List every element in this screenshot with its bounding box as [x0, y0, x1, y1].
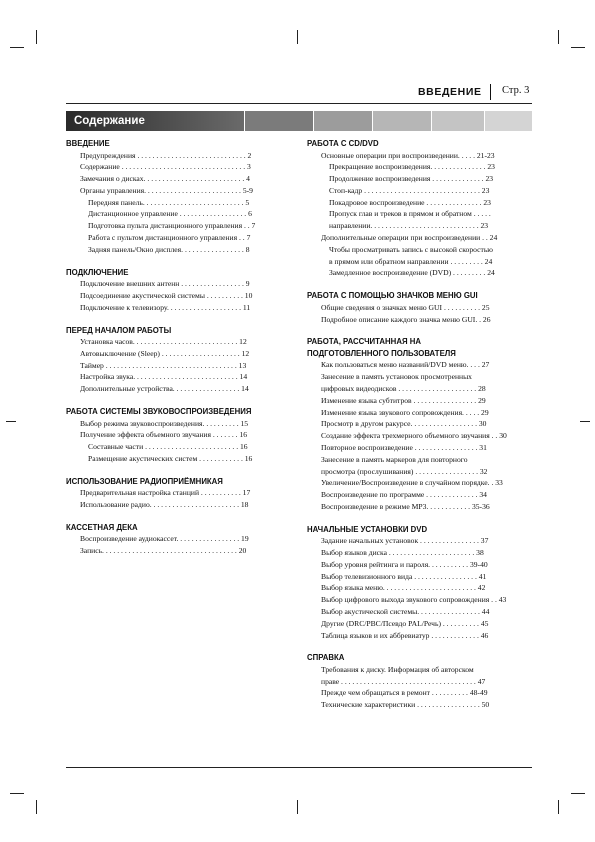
toc-entry[interactable]: Выбор цифрового выхода звукового сопровождения . . 43 [321, 595, 507, 605]
bottom-rule [66, 767, 532, 768]
toc-entry[interactable]: Покадровое воспроизведение . . . . . . . . . . . . . . . 23 [329, 197, 491, 207]
top-rule [66, 103, 532, 104]
toc-section-heading: ВВЕДЕНИЕ [66, 139, 110, 148]
contents-banner [66, 111, 532, 131]
toc-entry[interactable]: Получение эффекта объемного звучания . . . . . . . 16 [80, 430, 248, 440]
toc-entry[interactable]: Создание эффекта трехмерного объемного звучания . . 30 [321, 431, 507, 441]
crop-mark [6, 421, 16, 422]
toc-entry[interactable]: Технические характеристики . . . . . . . . . . . . . . . . . 50 [321, 700, 490, 710]
toc-entry[interactable]: Предупреждения . . . . . . . . . . . . . . . . . . . . . . . . . . . . . 2 [80, 150, 252, 160]
toc-entry[interactable]: Настройка звука. . . . . . . . . . . . . . . . . . . . . . . . . . . . 14 [80, 372, 248, 382]
toc-entry[interactable]: Другие (DRC/PBC/Псевдо PAL/Речь) . . . . . . . . . . 45 [321, 618, 489, 628]
toc-entry[interactable]: Предварительная настройка станций . . . . . . . . . . . 17 [80, 488, 251, 498]
toc-entry[interactable]: Задняя панель/Окно дисплея. . . . . . . . . . . . . . . . . 8 [88, 244, 250, 254]
toc-entry[interactable]: Стоп-кадр . . . . . . . . . . . . . . . . . . . . . . . . . . . . . . . 23 [329, 185, 490, 195]
toc-section-heading: РАБОТА СИСТЕМЫ ЗВУКОВОСПРОИЗВЕДЕНИЯ [66, 407, 252, 417]
toc-section-heading: РАБОТА С ПОМОЩЬЮ ЗНАЧКОВ МЕНЮ GUI [307, 291, 478, 301]
toc-entry[interactable]: Выбор режима звуковоспроизведения. . . . . . . . . . 15 [80, 418, 249, 428]
toc-entry[interactable]: Выбор телевизионного вида . . . . . . . . . . . . . . . . . 41 [321, 571, 487, 581]
toc-entry[interactable]: Подготовка пульта дистанционного управления . . 7 [88, 221, 256, 231]
crop-mark [571, 793, 585, 794]
toc-entry[interactable]: Воспроизведение аудиокассет. . . . . . . . . . . . . . . . . 19 [80, 534, 249, 544]
toc-entry[interactable]: цифровых видеодисков . . . . . . . . . . . . . . . . . . . . . 28 [321, 383, 486, 393]
toc-entry[interactable]: Подключение к телевизору. . . . . . . . . . . . . . . . . . . . 11 [80, 302, 251, 312]
toc-section-heading: СПРАВКА [307, 653, 345, 663]
toc-entry[interactable]: Занесение в память маркеров для повторного [321, 454, 468, 464]
toc-entry[interactable]: Автовыключение (Sleep) . . . . . . . . . . . . . . . . . . . . . 12 [80, 348, 250, 358]
toc-section-heading: ПОДГОТОВЛЕННОГО ПОЛЬЗОВАТЕЛЯ [307, 348, 456, 358]
toc-entry[interactable]: Установка часов. . . . . . . . . . . . . . . . . . . . . . . . . . . . 12 [80, 337, 247, 347]
toc-entry[interactable]: в прямом или обратном направлении . . . . . . . . . 24 [329, 256, 493, 266]
toc-entry[interactable]: Подключение внешних антенн . . . . . . . . . . . . . . . . . 9 [80, 279, 250, 289]
toc-entry[interactable]: Запись. . . . . . . . . . . . . . . . . . . . . . . . . . . . . . . . . . . . 20 [80, 546, 247, 556]
crop-mark [36, 30, 37, 44]
banner-segment [313, 111, 372, 131]
toc-entry[interactable]: Как пользоваться меню названий/DVD меню. . . . 27 [321, 360, 490, 370]
contents-title: Содержание [66, 111, 244, 131]
crop-mark [558, 800, 559, 814]
toc-entry[interactable]: Подсоединение акустической системы . . . . . . . . . . 10 [80, 290, 253, 300]
banner-segment [372, 111, 431, 131]
section-gap [66, 256, 288, 267]
toc-right-column [307, 138, 532, 711]
toc-entry[interactable]: Увеличение/Воспроизведение в случайном порядке. . 33 [321, 478, 503, 488]
crop-mark [10, 793, 24, 794]
crop-mark [571, 47, 585, 48]
toc-entry[interactable]: праве . . . . . . . . . . . . . . . . . . . . . . . . . . . . . . . . . . . . 47 [321, 676, 486, 686]
toc-entry[interactable]: Замечания о дисках. . . . . . . . . . . . . . . . . . . . . . . . . . . 4 [80, 174, 250, 184]
section-header: ВВЕДЕНИЕ [418, 86, 482, 98]
toc-entry[interactable]: просмотра (прослушивания) . . . . . . . . . . . . . . . . . 32 [321, 466, 488, 476]
toc-entry[interactable]: Изменение языка звукового сопровождения. . . . . 29 [321, 407, 489, 417]
toc-entry[interactable]: Основные операции при воспроизведении. . . . . 21-23 [321, 150, 495, 160]
toc-entry[interactable]: Выбор языков диска . . . . . . . . . . . . . . . . . . . . . . . 38 [321, 548, 484, 558]
toc-section-heading: РАБОТА, РАССЧИТАННАЯ НА [307, 337, 421, 347]
toc-entry[interactable]: Воспроизведение по программе . . . . . . . . . . . . . . 34 [321, 490, 487, 500]
toc-entry[interactable]: Пропуск глав и треков в прямом и обратном . . . . . [329, 209, 491, 219]
toc-section-heading: КАССЕТНАЯ ДЕКА [66, 522, 138, 532]
toc-entry[interactable]: Занесение в память установок просмотренных [321, 372, 472, 382]
section-gap [307, 325, 532, 336]
toc-entry[interactable]: Продолжение воспроизведения . . . . . . . . . . . . . . 23 [329, 174, 494, 184]
crop-mark [558, 30, 559, 44]
header-divider [490, 84, 491, 100]
toc-entry[interactable]: Содержание . . . . . . . . . . . . . . . . . . . . . . . . . . . . . . . . . 3 [80, 162, 251, 172]
toc-entry[interactable]: Дополнительные операции при воспроизведении . . 24 [321, 233, 498, 243]
toc-entry[interactable]: Воспроизведение в режиме MP3. . . . . . . . . . . . 35-36 [321, 501, 490, 511]
toc-entry[interactable]: Подробное описание каждого значка меню GUI. . 26 [321, 314, 491, 324]
toc-entry[interactable]: Работа с пультом дистанционного управления . . 7 [88, 233, 251, 243]
toc-entry[interactable]: Выбор акустической системы. . . . . . . . . . . . . . . . . 44 [321, 607, 490, 616]
toc-entry[interactable]: Прекращение воспроизведения. . . . . . . . . . . . . . . 23 [329, 162, 495, 172]
toc-entry[interactable]: Изменение языка субтитров . . . . . . . . . . . . . . . . . 29 [321, 395, 486, 405]
section-gap [66, 465, 288, 476]
crop-mark [297, 30, 298, 44]
toc-section-heading: НАЧАЛЬНЫЕ УСТАНОВКИ DVD [307, 524, 428, 534]
toc-section-heading: ИСПОЛЬЗОВАНИЕ РАДИОПРИЁМНИКАЯ [66, 476, 223, 486]
section-gap [307, 513, 532, 524]
toc-entry[interactable]: Органы управления. . . . . . . . . . . . . . . . . . . . . . . . . . 5-9 [80, 185, 253, 195]
toc-entry[interactable]: Требования к диску. Информация об авторском [321, 664, 474, 674]
toc-section-heading: РАБОТА С CD/DVD [307, 139, 379, 148]
toc-entry[interactable]: Выбор языка меню. . . . . . . . . . . . . . . . . . . . . . . . . 42 [321, 583, 486, 593]
toc-entry[interactable]: Просмотр в другом ракурсе. . . . . . . . . . . . . . . . . . 30 [321, 419, 487, 429]
section-gap [307, 279, 532, 290]
toc-entry[interactable]: Повторное воспроизведение . . . . . . . . . . . . . . . . . 31 [321, 442, 487, 452]
toc-entry[interactable]: Таймер . . . . . . . . . . . . . . . . . . . . . . . . . . . . . . . . . . . 13 [80, 360, 247, 370]
toc-entry[interactable]: Передняя панель. . . . . . . . . . . . . . . . . . . . . . . . . . . 5 [88, 197, 250, 207]
toc-entry[interactable]: Дистанционное управление . . . . . . . . . . . . . . . . . . 6 [88, 209, 252, 219]
toc-entry[interactable]: Общие сведения о значках меню GUI . . . . . . . . . . 25 [321, 302, 490, 312]
toc-entry[interactable]: Чтобы просматривать запись с высокой скоростью [329, 244, 493, 254]
toc-left-column [66, 138, 288, 557]
crop-mark [297, 800, 298, 814]
crop-mark [36, 800, 37, 814]
toc-section-heading: ПЕРЕД НАЧАЛОМ РАБОТЫ [66, 325, 172, 335]
section-gap [66, 395, 288, 406]
toc-entry[interactable]: Таблица языков и их аббревиатур . . . . . . . . . . . . . 46 [321, 630, 489, 640]
crop-mark [580, 421, 590, 422]
toc-entry[interactable]: Замедленное воспроизведение (DVD) . . . . . . . . . 24 [329, 268, 495, 278]
toc-entry[interactable]: Дополнительные устройства. . . . . . . . . . . . . . . . . . 14 [80, 384, 249, 394]
toc-entry[interactable]: Задание начальных установок . . . . . . . . . . . . . . . . 37 [321, 536, 489, 546]
toc-entry[interactable]: Составные части . . . . . . . . . . . . . . . . . . . . . . . . . 16 [88, 442, 248, 452]
banner-segment [244, 111, 313, 131]
toc-entry[interactable]: направлении. . . . . . . . . . . . . . . . . . . . . . . . . . . . . 23 [329, 221, 489, 231]
banner-segment [484, 111, 532, 131]
toc-entry[interactable]: Прежде чем обращаться в ремонт . . . . . . . . . . 48-49 [321, 688, 488, 698]
section-gap [307, 641, 532, 652]
section-gap [66, 511, 288, 522]
crop-mark [10, 47, 24, 48]
toc-entry[interactable]: Использование радио. . . . . . . . . . . . . . . . . . . . . . . . 18 [80, 500, 249, 510]
toc-entry[interactable]: Размещение акустических систем . . . . . . . . . . . . 16 [88, 453, 253, 463]
toc-entry[interactable]: Выбор уровня рейтинга и пароля. . . . . . . . . . . 39-40 [321, 559, 488, 569]
page-number: Стр. 3 [502, 85, 530, 96]
section-gap [66, 314, 288, 325]
banner-segment [431, 111, 484, 131]
toc-section-heading: ПОДКЛЮЧЕНИЕ [66, 267, 129, 277]
